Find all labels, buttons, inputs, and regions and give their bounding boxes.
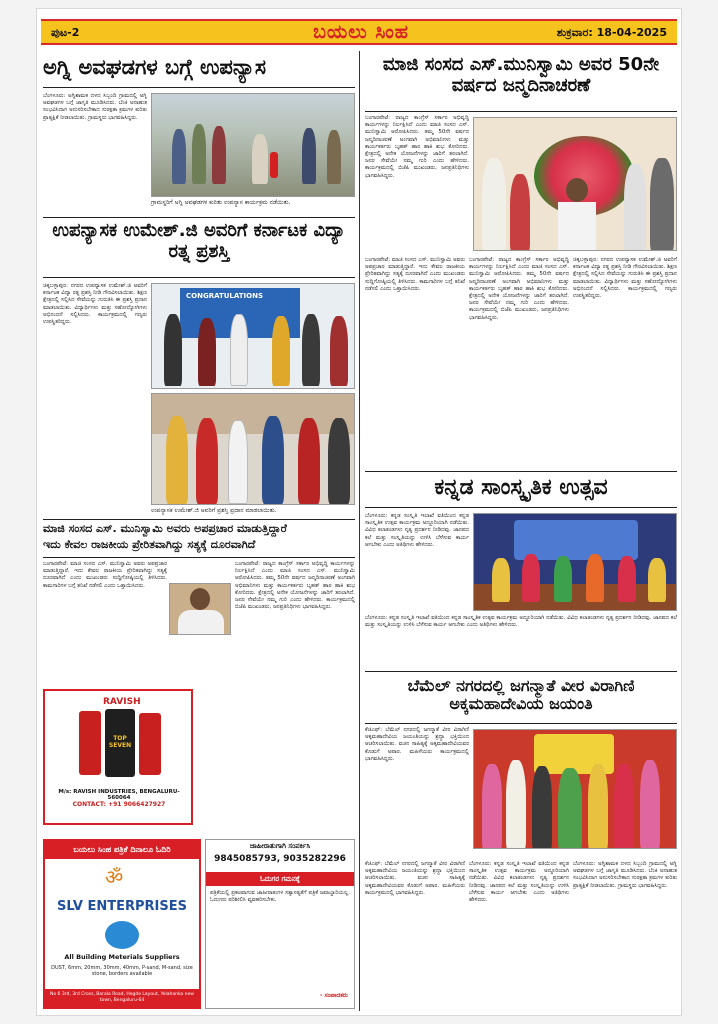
ravish-company: M/s: RAVISH INDUSTRIES, BENGALURU-560064: [58, 789, 180, 801]
award-banner-text: CONGRATULATIONS: [186, 292, 263, 300]
cultural-photo: [473, 513, 677, 611]
cultural-headline: ಕನ್ನಡ ಸಾಂಸ್ಕೃತಿಕ ಉತ್ಸವ: [434, 475, 608, 500]
jayanthi-body: ಕೆಜಿಎಫ್: ಬೆಮೆಲ್ ನಗರದಲ್ಲಿ ಜಗನ್ಮಾತೆ ವೀರ ವಿರಾಗಿಣಿ ಅಕ್ಕಮಹಾದೇವಿಯ ಜಯಂತಿಯನ್ನು ಶ್ರದ್ಧಾ ಭಕ್ತಿಯಿಂದ ಆಚರಿಸಲಾಯಿತು. ವಚನ ಸಾಹಿತ್ಯಕ್ಕೆ ಅಕ್ಕಮಹಾದೇವಿಯವರ ಕೊಡುಗೆ ಅಪಾರ. ಮಹಿಳೆಯರು ಕಾರ್ಯಕ್ರಮದಲ್ಲಿ ಭಾಗವಹಿಸಿದ್ದರು.: [365, 727, 469, 762]
birthday-headline: ಮಾಜಿ ಸಂಸದ ಎಸ್.ಮುನಿಸ್ವಾಮಿ ಅವರ 50ನೇ ವರ್ಷದ ಜನ್ಮದಿನಾಚರಣೆ: [382, 54, 660, 96]
om-icon: ॐ: [105, 865, 124, 889]
divider: [365, 471, 677, 472]
divider: [43, 277, 355, 278]
slv-address: No 6 3rd, 3rd Cross, Barala Road, Hegde Layout, Yelahanka new town, Bengaluru-64: [45, 989, 199, 1007]
divider: [43, 217, 355, 218]
divider: [43, 87, 355, 88]
house-icon: [105, 921, 139, 949]
ravish-contact: CONTACT: +91 9066427927: [72, 801, 166, 808]
birthday-photo: [473, 117, 677, 251]
divider: [365, 507, 677, 508]
column-divider: [359, 51, 360, 1011]
masthead-bar: [41, 19, 677, 45]
jayanthi-body-col2: ಕೆಜಿಎಫ್: ಬೆಮೆಲ್ ನಗರದಲ್ಲಿ ಜಗನ್ಮಾತೆ ವೀರ ವಿರಾಗಿಣಿ ಅಕ್ಕಮಹಾದೇವಿಯ ಜಯಂತಿಯನ್ನು ಶ್ರದ್ಧಾ ಭಕ್ತಿಯಿಂದ ಆಚರಿಸಲಾಯಿತು. ವಚನ ಸಾಹಿತ್ಯಕ್ಕೆ ಅಕ್ಕಮಹಾದೇವಿಯವರ ಕೊಡುಗೆ ಅಪಾರ. ಮಹಿಳೆಯರು ಕಾರ್ಯಕ್ರಮದಲ್ಲಿ ಭಾಗವಹಿಸಿದ್ದರು.: [365, 861, 465, 896]
fire-safety-body: ಬೆಂಗಳೂರು: ಅಗ್ನಿಶಾಮಕ ದಳದ ಸಿಬ್ಬಂದಿ ಗ್ರಾಮದಲ್ಲಿ ಅಗ್ನಿ ಅವಘಡಗಳ ಬಗ್ಗೆ ಜಾಗೃತಿ ಮೂಡಿಸಿದರು. ಬೆಂಕಿ ಅನಾಹುತ ಸಂಭವಿಸಿದಾಗ ಅನುಸರಿಸಬೇಕಾದ ಸುರಕ್ಷತಾ ಕ್ರಮಗಳ ಕುರಿತು ಪ್ರಾತ್ಯಕ್ಷಿಕೆ ನೀಡಲಾಯಿತು. ಗ್ರಾಮಸ್ಥರು ಭಾಗವಹಿಸಿದ್ದರು.: [43, 93, 147, 121]
jayanthi-body-col4: ಬೆಂಗಳೂರು: ಅಗ್ನಿಶಾಮಕ ದಳದ ಸಿಬ್ಬಂದಿ ಗ್ರಾಮದಲ್ಲಿ ಅಗ್ನಿ ಅವಘಡಗಳ ಬಗ್ಗೆ ಜಾಗೃತಿ ಮೂಡಿಸಿದರು. ಬೆಂಕಿ ಅನಾಹುತ ಸಂಭವಿಸಿದಾಗ ಅನುಸರಿಸಬೇಕಾದ ಸುರಕ್ಷತಾ ಕ್ರಮಗಳ ಕುರಿತು ಪ್ರಾತ್ಯಕ್ಷಿಕೆ ನೀಡಲಾಯಿತು. ಗ್ರಾಮಸ್ಥರು ಭಾಗವಹಿಸಿದ್ದರು.: [573, 861, 677, 889]
jayanthi-photo: [473, 729, 677, 849]
ravish-product: TOP SEVEN: [108, 735, 132, 749]
allegation-headline-1: ಮಾಜಿ ಸಂಸದ ಎಸ್. ಮುನಿಸ್ವಾಮಿ ಅವರು ಅಪಪ್ರಚಾರ ಮಾಡುತ್ತಿದ್ದಾರೆ: [43, 522, 287, 535]
slv-items: DUST, 6mm, 20mm, 30mm, 40mm, P-sand, M-sand, size stone, borders available: [51, 965, 193, 977]
award-photo-2: [151, 393, 355, 505]
ravish-brand: RAVISH: [103, 697, 141, 707]
birthday-body-col3: ಬಂಗಾರಪೇಟೆ: ರಾಜ್ಯದ ಕಾಂಗ್ರೆಸ್ ಸರ್ಕಾರ ಅಭಿವೃದ್ಧಿ ಕಾರ್ಯಗಳನ್ನು ನಿರ್ಲಕ್ಷಿಸಿದೆ ಎಂದು ಮಾಜಿ ಸಂಸದ ಎಸ್. ಮುನಿಸ್ವಾಮಿ ಆರೋಪಿಸಿದರು. ತಮ್ಮ 50ನೇ ವರ್ಷದ ಜನ್ಮದಿನಾಚರಣೆ ಅಂಗವಾಗಿ ಅಭಿಮಾನಿಗಳು ಮತ್ತು ಕಾರ್ಯಕರ್ತರು ಬೃಹತ್ ಹಾರ ಹಾಕಿ ಶುಭ ಕೋರಿದರು. ಕ್ಷೇತ್ರದಲ್ಲಿ ಅನೇಕ ಯೋಜನೆಗಳನ್ನು ಜಾರಿಗೆ ತರಲಾಗಿದೆ. ಜನರ ಸೇವೆಯೇ ನಮ್ಮ ಗುರಿ ಎಂದು ಹೇಳಿದರು. ಕಾರ್ಯಕ್ರಮದಲ್ಲಿ ಬಿಜೆಪಿ ಮುಖಂಡರು, ಜನಪ್ರತಿನಿಧಿಗಳು ಭಾಗವಹಿಸಿದ್ದರು.: [469, 257, 569, 321]
award-photo-1: [151, 283, 355, 389]
slv-name: SLV ENTERPRISES: [57, 899, 187, 914]
divider: [43, 519, 355, 520]
allegation-headline-2: ಇದು ಕೇವಲ ರಾಜಕೀಯ ಪ್ರೇರಿತವಾಗಿದ್ದು ಸತ್ಯಕ್ಕೆ ದೂರವಾಗಿದೆ: [43, 538, 256, 551]
award-headline: ಉಪನ್ಯಾಸಕ ಉಮೇಶ್.ಜಿ ಅವರಿಗೆ ಕರ್ನಾಟಕ ವಿದ್ಯಾ ರತ್ನ ಪ್ರಶಸ್ತಿ: [52, 220, 346, 262]
page-number: ಪುಟ-2: [51, 26, 80, 39]
notice-title: ಓದುಗರ ಗಮನಕ್ಕೆ: [206, 872, 354, 886]
slv-ad: [43, 839, 201, 1009]
cultural-body: ಬೆಂಗಳೂರು: ಕನ್ನಡ ಸಂಸ್ಕೃತಿ ಇಲಾಖೆ ವತಿಯಿಂದ ಕನ್ನಡ ಸಾಂಸ್ಕೃತಿಕ ಉತ್ಸವ ಕಾರ್ಯಕ್ರಮ ಅದ್ದೂರಿಯಾಗಿ ನಡೆಯಿತು. ವಿವಿಧ ಕಲಾತಂಡಗಳು ನೃತ್ಯ ಪ್ರದರ್ಶನ ನೀಡಿದವು. ಜಾನಪದ ಕಲೆ ಮತ್ತು ಸಂಸ್ಕೃತಿಯನ್ನು ಉಳಿಸಿ ಬೆಳೆಸುವ ಕಾರ್ಯ ಆಗಬೇಕು ಎಂದು ಅತಿಥಿಗಳು ಹೇಳಿದರು.: [365, 513, 469, 548]
notice-body: ಪತ್ರಿಕೆಯಲ್ಲಿ ಪ್ರಕಟವಾಗುವ ಜಾಹೀರಾತುಗಳ ಸತ್ಯಾಸತ್ಯತೆಗೆ ಪತ್ರಿಕೆ ಜವಾಬ್ದಾರಿಯಲ್ಲ. ಓದುಗರು ಪರಿಶೀಲಿಸಿ ವ್ಯವಹರಿಸಬೇಕು.: [210, 890, 350, 903]
notice-signature: - ಸಂಪಾದಕರು: [319, 992, 348, 999]
birthday-body-col4: ಚಿಕ್ಕಬಳ್ಳಾಪುರ: ನಗರದ ಉಪನ್ಯಾಸಕ ಉಮೇಶ್.ಜಿ ಅವರಿಗೆ ಕರ್ನಾಟಕ ವಿದ್ಯಾ ರತ್ನ ಪ್ರಶಸ್ತಿ ನೀಡಿ ಗೌರವಿಸಲಾಯಿತು. ಶಿಕ್ಷಣ ಕ್ಷೇತ್ರದಲ್ಲಿ ಸಲ್ಲಿಸಿದ ಸೇವೆಯನ್ನು ಗುರುತಿಸಿ ಈ ಪ್ರಶಸ್ತಿ ಪ್ರದಾನ ಮಾಡಲಾಯಿತು. ವಿದ್ಯಾರ್ಥಿಗಳು ಮತ್ತು ಸಹೋದ್ಯೋಗಿಗಳು ಅಭಿನಂದನೆ ಸಲ್ಲಿಸಿದರು. ಕಾರ್ಯಕ್ರಮದಲ್ಲಿ ಗಣ್ಯರು ಉಪಸ್ಥಿತರಿದ್ದರು.: [573, 257, 677, 300]
classified-phones: 9845085793, 9035282296: [214, 854, 346, 864]
newspaper-page: [36, 8, 682, 1016]
jayanthi-body-col3: ಬೆಂಗಳೂರು: ಕನ್ನಡ ಸಂಸ್ಕೃತಿ ಇಲಾಖೆ ವತಿಯಿಂದ ಕನ್ನಡ ಸಾಂಸ್ಕೃತಿಕ ಉತ್ಸವ ಕಾರ್ಯಕ್ರಮ ಅದ್ದೂರಿಯಾಗಿ ನಡೆಯಿತು. ವಿವಿಧ ಕಲಾತಂಡಗಳು ನೃತ್ಯ ಪ್ರದರ್ಶನ ನೀಡಿದವು. ಜಾನಪದ ಕಲೆ ಮತ್ತು ಸಂಸ್ಕೃತಿಯನ್ನು ಉಳಿಸಿ ಬೆಳೆಸುವ ಕಾರ್ಯ ಆಗಬೇಕು ಎಂದು ಅತಿಥಿಗಳು ಹೇಳಿದರು.: [469, 861, 569, 904]
allegation-photo: [169, 583, 231, 635]
newspaper-title: ಬಯಲು ಸಿಂಹ: [313, 21, 409, 43]
allegation-body-cont: ಬಂಗಾರಪೇಟೆ: ರಾಜ್ಯದ ಕಾಂಗ್ರೆಸ್ ಸರ್ಕಾರ ಅಭಿವೃದ್ಧಿ ಕಾರ್ಯಗಳನ್ನು ನಿರ್ಲಕ್ಷಿಸಿದೆ ಎಂದು ಮಾಜಿ ಸಂಸದ ಎಸ್. ಮುನಿಸ್ವಾಮಿ ಆರೋಪಿಸಿದರು. ತಮ್ಮ 50ನೇ ವರ್ಷದ ಜನ್ಮದಿನಾಚರಣೆ ಅಂಗವಾಗಿ ಅಭಿಮಾನಿಗಳು ಮತ್ತು ಕಾರ್ಯಕರ್ತರು ಬೃಹತ್ ಹಾರ ಹಾಕಿ ಶುಭ ಕೋರಿದರು. ಕ್ಷೇತ್ರದಲ್ಲಿ ಅನೇಕ ಯೋಜನೆಗಳನ್ನು ಜಾರಿಗೆ ತರಲಾಗಿದೆ. ಜನರ ಸೇವೆಯೇ ನಮ್ಮ ಗುರಿ ಎಂದು ಹೇಳಿದರು. ಕಾರ್ಯಕ್ರಮದಲ್ಲಿ ಬಿಜೆಪಿ ಮುಖಂಡರು, ಜನಪ್ರತಿನಿಧಿಗಳು ಭಾಗವಹಿಸಿದ್ದರು.: [235, 561, 355, 611]
divider: [365, 671, 677, 672]
classified-box: [205, 839, 355, 1009]
classified-heading: ಜಾಹೀರಾತುಗಾಗಿ ಸಂಪರ್ಕಿಸಿ: [249, 842, 311, 850]
cultural-body-cont: ಬೆಂಗಳೂರು: ಕನ್ನಡ ಸಂಸ್ಕೃತಿ ಇಲಾಖೆ ವತಿಯಿಂದ ಕನ್ನಡ ಸಾಂಸ್ಕೃತಿಕ ಉತ್ಸವ ಕಾರ್ಯಕ್ರಮ ಅದ್ದೂರಿಯಾಗಿ ನಡೆಯಿತು. ವಿವಿಧ ಕಲಾತಂಡಗಳು ನೃತ್ಯ ಪ್ರದರ್ಶನ ನೀಡಿದವು. ಜಾನಪದ ಕಲೆ ಮತ್ತು ಸಂಸ್ಕೃತಿಯನ್ನು ಉಳಿಸಿ ಬೆಳೆಸುವ ಕಾರ್ಯ ಆಗಬೇಕು ಎಂದು ಅತಿಥಿಗಳು ಹೇಳಿದರು.: [365, 615, 677, 629]
divider: [43, 557, 355, 558]
slv-tagline: All Building Meterials Suppliers: [64, 953, 180, 961]
award-caption: ಉಪನ್ಯಾಸಕ ಉಮೇಶ್.ಜಿ ಅವರಿಗೆ ಪ್ರಶಸ್ತಿ ಪ್ರದಾನ ಮಾಡಲಾಯಿತು.: [151, 507, 277, 514]
award-body: ಚಿಕ್ಕಬಳ್ಳಾಪುರ: ನಗರದ ಉಪನ್ಯಾಸಕ ಉಮೇಶ್.ಜಿ ಅವರಿಗೆ ಕರ್ನಾಟಕ ವಿದ್ಯಾ ರತ್ನ ಪ್ರಶಸ್ತಿ ನೀಡಿ ಗೌರವಿಸಲಾಯಿತು. ಶಿಕ್ಷಣ ಕ್ಷೇತ್ರದಲ್ಲಿ ಸಲ್ಲಿಸಿದ ಸೇವೆಯನ್ನು ಗುರುತಿಸಿ ಈ ಪ್ರಶಸ್ತಿ ಪ್ರದಾನ ಮಾಡಲಾಯಿತು. ವಿದ್ಯಾರ್ಥಿಗಳು ಮತ್ತು ಸಹೋದ್ಯೋಗಿಗಳು ಅಭಿನಂದನೆ ಸಲ್ಲಿಸಿದರು. ಕಾರ್ಯಕ್ರಮದಲ್ಲಿ ಗಣ್ಯರು ಉಪಸ್ಥಿತರಿದ್ದರು.: [43, 283, 147, 326]
birthday-body: ಬಂಗಾರಪೇಟೆ: ರಾಜ್ಯದ ಕಾಂಗ್ರೆಸ್ ಸರ್ಕಾರ ಅಭಿವೃದ್ಧಿ ಕಾರ್ಯಗಳನ್ನು ನಿರ್ಲಕ್ಷಿಸಿದೆ ಎಂದು ಮಾಜಿ ಸಂಸದ ಎಸ್. ಮುನಿಸ್ವಾಮಿ ಆರೋಪಿಸಿದರು. ತಮ್ಮ 50ನೇ ವರ್ಷದ ಜನ್ಮದಿನಾಚರಣೆ ಅಂಗವಾಗಿ ಅಭಿಮಾನಿಗಳು ಮತ್ತು ಕಾರ್ಯಕರ್ತರು ಬೃಹತ್ ಹಾರ ಹಾಕಿ ಶುಭ ಕೋರಿದರು. ಕ್ಷೇತ್ರದಲ್ಲಿ ಅನೇಕ ಯೋಜನೆಗಳನ್ನು ಜಾರಿಗೆ ತರಲಾಗಿದೆ. ಜನರ ಸೇವೆಯೇ ನಮ್ಮ ಗುರಿ ಎಂದು ಹೇಳಿದರು. ಕಾರ್ಯಕ್ರಮದಲ್ಲಿ ಬಿಜೆಪಿ ಮುಖಂಡರು, ಜನಪ್ರತಿನಿಧಿಗಳು ಭಾಗವಹಿಸಿದ್ದರು.: [365, 115, 469, 179]
divider: [365, 723, 677, 724]
birthday-body-col2: ಬಂಗಾರಪೇಟೆ: ಮಾಜಿ ಸಂಸದ ಎಸ್. ಮುನಿಸ್ವಾಮಿ ಅವರು ಅಪಪ್ರಚಾರ ಮಾಡುತ್ತಿದ್ದಾರೆ. ಇದು ಕೇವಲ ರಾಜಕೀಯ ಪ್ರೇರಿತವಾಗಿದ್ದು ಸತ್ಯಕ್ಕೆ ದೂರವಾಗಿದೆ ಎಂದು ಮುಖಂಡರು ಸುದ್ದಿಗೋಷ್ಠಿಯಲ್ಲಿ ತಿಳಿಸಿದರು. ಕಾಮಗಾರಿಗಳ ಬಗ್ಗೆ ತನಿಖೆ ನಡೆಸಲಿ ಎಂದು ಒತ್ತಾಯಿಸಿದರು.: [365, 257, 465, 292]
issue-date: ಶುಕ್ರವಾರ: 18-04-2025: [556, 26, 667, 39]
subscription-heading: ಬಯಲು ಸಿಂಹ ಪತ್ರಿಕೆ ದಿನಾಲೂ ಓದಿರಿ: [45, 841, 199, 859]
ravish-ad: [43, 689, 193, 825]
divider: [365, 111, 677, 112]
jayanthi-headline: ಬೆಮೆಲ್ ನಗರದಲ್ಲಿ ಜಗನ್ಮಾತೆ ವೀರ ವಿರಾಗಿಣಿ ಅಕ್ಕಮಹಾದೇವಿಯ ಜಯಂತಿ: [407, 676, 635, 714]
fire-safety-caption: ಗ್ರಾಮಸ್ಥರಿಗೆ ಅಗ್ನಿ ಅವಘಡಗಳ ಕುರಿತು ಉಪನ್ಯಾಸ ಕಾರ್ಯಕ್ರಮ ನಡೆಯಿತು.: [151, 199, 291, 206]
allegation-body: ಬಂಗಾರಪೇಟೆ: ಮಾಜಿ ಸಂಸದ ಎಸ್. ಮುನಿಸ್ವಾಮಿ ಅವರು ಅಪಪ್ರಚಾರ ಮಾಡುತ್ತಿದ್ದಾರೆ. ಇದು ಕೇವಲ ರಾಜಕೀಯ ಪ್ರೇರಿತವಾಗಿದ್ದು ಸತ್ಯಕ್ಕೆ ದೂರವಾಗಿದೆ ಎಂದು ಮುಖಂಡರು ಸುದ್ದಿಗೋಷ್ಠಿಯಲ್ಲಿ ತಿಳಿಸಿದರು. ಕಾಮಗಾರಿಗಳ ಬಗ್ಗೆ ತನಿಖೆ ನಡೆಸಲಿ ಎಂದು ಒತ್ತಾಯಿಸಿದರು.: [43, 561, 167, 589]
masthead: [37, 9, 682, 49]
fire-safety-headline: ಅಗ್ನಿ ಅವಘಡಗಳ ಬಗ್ಗೆ ಉಪನ್ಯಾಸ: [43, 55, 266, 79]
fire-safety-photo: [151, 93, 355, 197]
